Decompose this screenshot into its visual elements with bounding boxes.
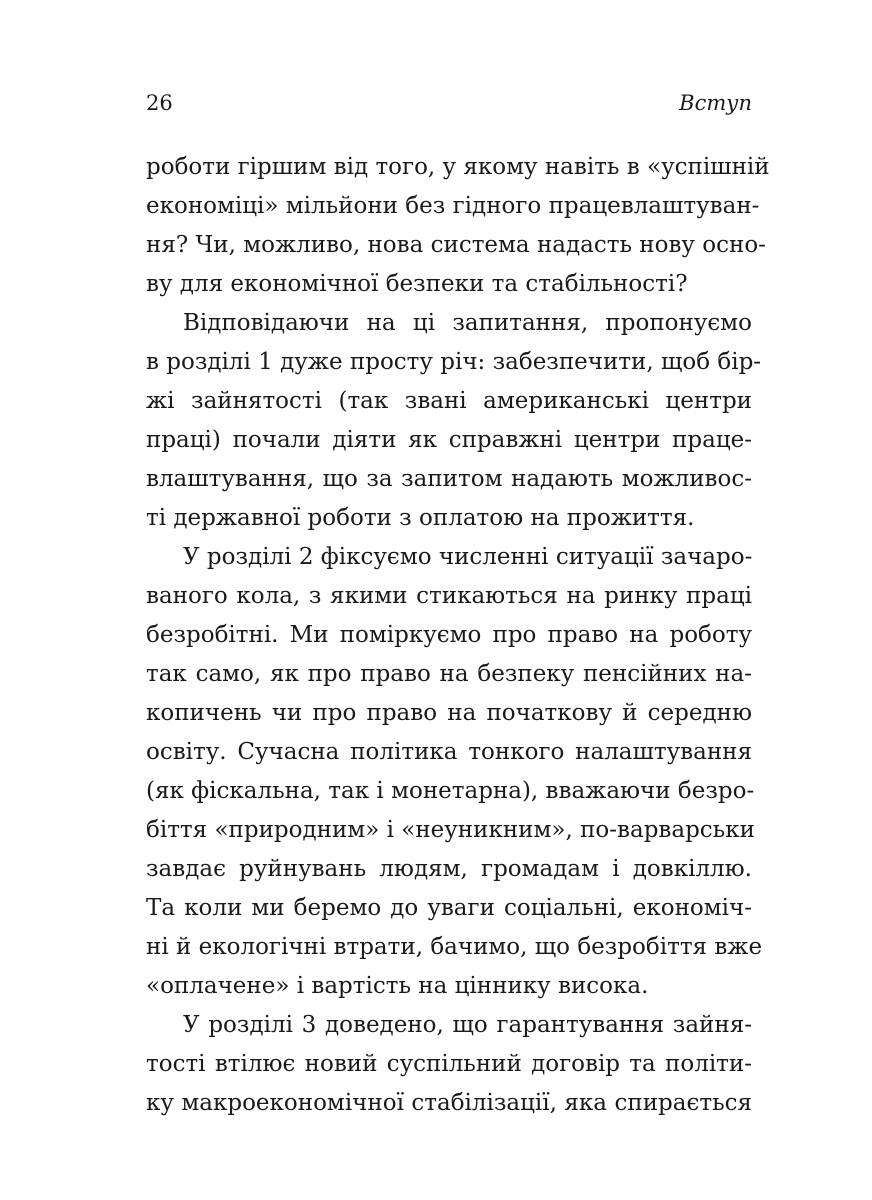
text-line: ті державної роботи з оплатою на прожиття. <box>146 505 695 531</box>
text-line: економіці» мільйони без гідного працевлаштуван- <box>146 193 760 219</box>
text-line: завдає руйнувань людям, громадам і довкіллю. <box>146 856 752 882</box>
running-head: Вступ <box>679 91 752 115</box>
text-line: освіту. Сучасна політика тонкого налаштування <box>146 739 752 765</box>
page-number: 26 <box>146 91 173 115</box>
text-line: ні й екологічні втрати, бачимо, що безробіття вже <box>146 934 763 960</box>
text-line: тості втілює новий суспільний договір та політи- <box>146 1051 752 1077</box>
text-line: влаштування, що за запитом надають можливос- <box>146 466 752 492</box>
text-line: У розділі 3 доведено, що гарантування зайня- <box>183 1012 752 1038</box>
text-line: Відповідаючи на ці запитання, пропонуємо <box>183 310 752 336</box>
text-line: «оплачене» і вартість на ціннику висока. <box>146 973 649 999</box>
page-header <box>146 88 752 118</box>
text-line: (як фіскальна, так і монетарна), вважаючи безро- <box>146 778 755 804</box>
text-line: праці) почали діяти як справжні центри праце- <box>146 427 752 453</box>
text-line: біття «природним» і «неуникним», по-варварськи <box>146 817 755 843</box>
text-line: У розділі 2 фіксуємо численні ситуації зачаро- <box>183 544 753 570</box>
text-line: безробітні. Ми поміркуємо про право на роботу <box>146 622 752 648</box>
text-line: ку макроекономічної стабілізації, яка спирається <box>146 1090 752 1116</box>
text-line: Та коли ми беремо до уваги соціальні, економіч- <box>146 895 752 921</box>
text-line: ня? Чи, можливо, нова система надасть нову осно- <box>146 232 766 258</box>
text-line: роботи гіршим від того, у якому навіть в «успішній <box>146 154 770 180</box>
text-line: жі зайнятості (так звані американські центри <box>146 388 752 414</box>
body-text <box>146 148 770 1123</box>
text-line: ву для економічної безпеки та стабільності? <box>146 271 688 297</box>
text-line: ваного кола, з якими стикаються на ринку праці <box>146 583 752 609</box>
text-line: так само, як про право на безпеку пенсійних на- <box>146 661 752 687</box>
text-line: копичень чи про право на початкову й середню <box>146 700 752 726</box>
text-line: в розділі 1 дуже просту річ: забезпечити, щоб бір- <box>146 349 762 375</box>
